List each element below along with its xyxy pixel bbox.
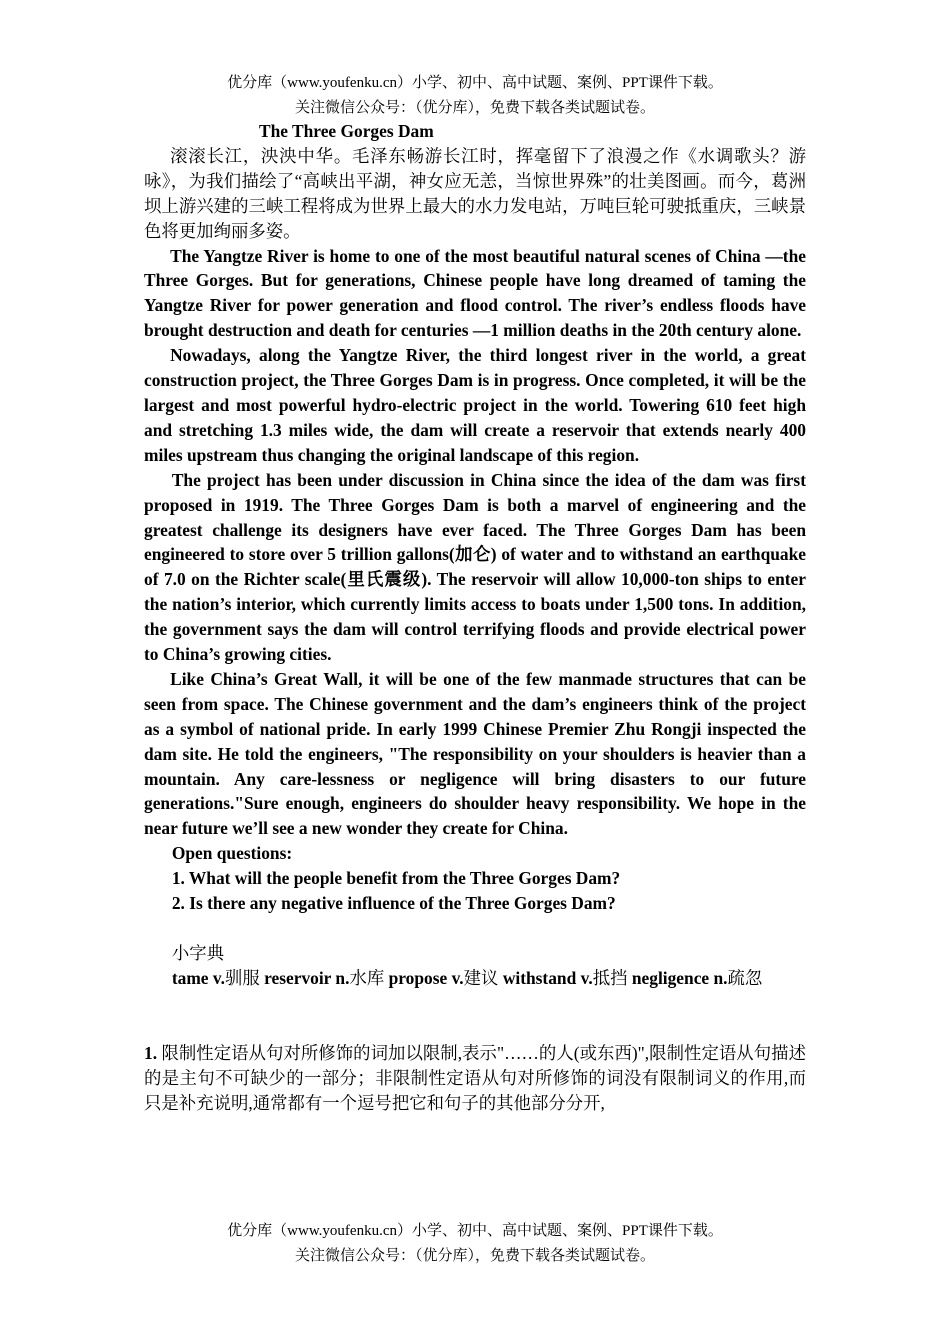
article-title: The Three Gorges Dam [259, 121, 434, 141]
header-line-2: 关注微信公众号：（优分库），免费下载各类试题试卷。 [294, 100, 655, 116]
article-content [144, 119, 806, 1116]
header-line-1: 优分库（www.youfenku.cn）小学、初中、高中试题、案例、PPT课件下载。 [227, 75, 723, 91]
paragraph-4: Like China’s Great Wall, it will be one of the few manmade structures that can be seen from space. The Chinese government and the dam’s engineers think of the project as a symbol of national pride. In early 1999 Chinese Premier Zhu Rongji inspected the dam site. He told the engineers, "The responsibility on your shoulders is heavier than a mountain. Any care-lessness or negligence will bring disasters to our future generations."Sure enough, engineers do shoulder heavy responsibility. We hope in the near future we’ll see a new wonder they create for China. [144, 668, 806, 839]
question-1: 1. What will the people benefit from the Three Gorges Dam? [171, 868, 621, 889]
paragraph-1: The Yangtze River is home to one of the most beautiful natural scenes of China —the Three Gorges. But for generations, Chinese people have long dreamed of taming the Yangtze River for power generation and flood control. The river’s endless floods have brought destruction and death for centuries —1 million deaths in the 20th century alone. [144, 245, 806, 341]
chinese-intro: 滚滚长江，泱泱中华。毛泽东畅游长江时，挥毫留下了浪漫之作《水调歌头？游咏》，为我们描绘了“高峡出平湖，神女应无恙，当惊世界殊”的壮美图画。而今，葛洲坝上游兴建的三峡工程将成为世界上最大的水力发电站，万吨巨轮可驶抵重庆，三峡景色将更加绚丽多姿。 [144, 145, 806, 241]
page-header [0, 73, 950, 118]
grammar-note-number: 1. [144, 1042, 158, 1063]
paragraph-3: The project has been under discussion in China since the idea of the dam was first proposed in 1919. The Three Gorges Dam is both a marvel of engineering and the greatest challenge its designers have ever faced. The Three Gorges Dam has been engineered to store over 5 trillion gallons(加仑) of water and to withstand an earthquake of 7.0 on the Richter scale(里氏震级). The reservoir will allow 10,000-ton ships to enter the nation’s interior, which currently limits access to boats under 1,500 tons. In addition, the government says the dam will control terrifying floods and provide electrical power to China’s growing cities. [144, 469, 806, 665]
glossary-meaning: 水库 [349, 967, 385, 988]
footer-line-1: 优分库（www.youfenku.cn）小学、初中、高中试题、案例、PPT课件下载。 [227, 1223, 723, 1239]
glossary-meaning: 疏忽 [727, 967, 763, 988]
glossary-word: reservoir n. [264, 967, 350, 988]
questions-heading: Open questions: [171, 843, 293, 864]
glossary-word: propose v. [388, 967, 464, 988]
footer-line-2: 关注微信公众号：（优分库），免费下载各类试题试卷。 [294, 1248, 655, 1264]
glossary-meaning: 抵挡 [592, 967, 628, 988]
question-2: 2. Is there any negative influence of the Three Gorges Dam? [171, 893, 616, 914]
glossary-heading: 小字典 [171, 943, 225, 963]
glossary-meaning: 建议 [463, 967, 499, 988]
glossary-word: tame v. [171, 967, 225, 988]
glossary-word: negligence n. [631, 967, 728, 988]
grammar-note [144, 1041, 806, 1116]
glossary-line [144, 966, 806, 991]
page-footer [0, 1221, 950, 1266]
glossary-meaning: 驯服 [224, 967, 260, 988]
glossary-word: withstand v. [502, 967, 593, 988]
paragraph-2: Nowadays, along the Yangtze River, the third longest river in the world, a great construction project, the Three Gorges Dam is in progress. Once completed, it will be the largest and most powerful hydro-electric project in the world. Towering 610 feet high and stretching 1.3 miles wide, the dam will create a reservoir that extends nearly 400 miles upstream thus changing the original landscape of this region. [144, 345, 806, 465]
grammar-note-text: 限制性定语从句对所修饰的词加以限制,表示"……的人(或东西)",限制性定语从句描述的是主句不可缺少的一部分；非限制性定语从句对所修饰的词没有限制词义的作用,而只是补充说明,通常都有一个逗号把它和句子的其他部分分开, [144, 1042, 806, 1113]
